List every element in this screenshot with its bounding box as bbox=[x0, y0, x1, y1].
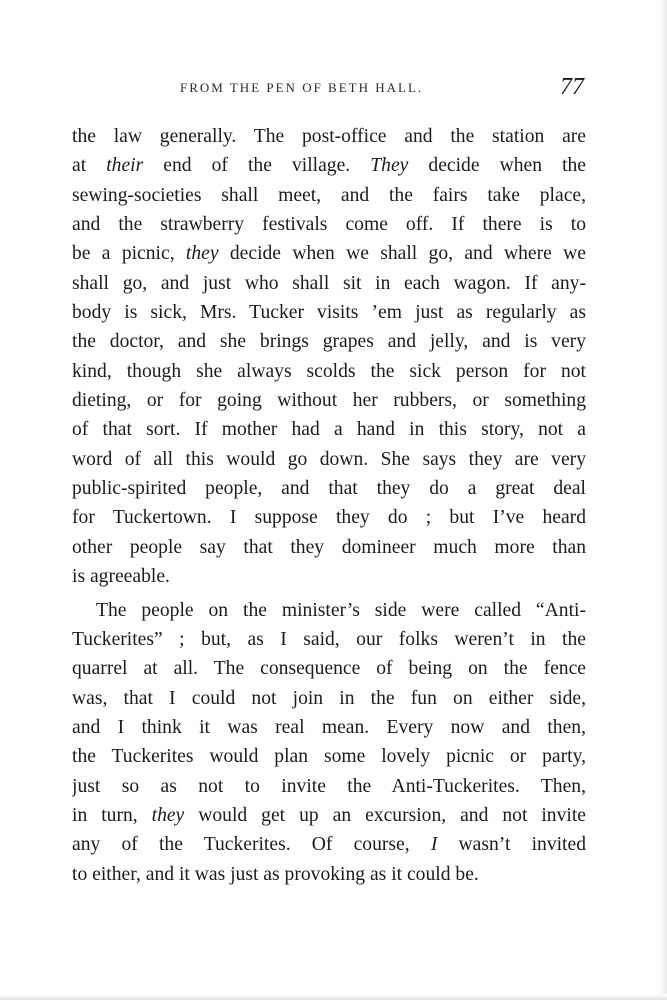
italic-run: They bbox=[370, 155, 409, 177]
text-run: decide when we shall go, and where we bbox=[218, 243, 586, 265]
text-line bbox=[72, 742, 586, 771]
text-run: sewing-societies shall meet, and the fairs take place, bbox=[72, 184, 586, 206]
text-run: in turn, bbox=[72, 804, 152, 826]
text-line bbox=[72, 474, 586, 503]
text-run: shall go, and just who shall sit in each wagon. If any- bbox=[72, 272, 586, 294]
text-line bbox=[72, 298, 586, 327]
text-line bbox=[72, 445, 586, 474]
text-line bbox=[72, 327, 586, 356]
text-run: The people on the minister’s side were called “Anti- bbox=[96, 599, 586, 621]
text-line bbox=[72, 533, 586, 562]
text-run: quarrel at all. The consequence of being on the fence bbox=[72, 658, 586, 680]
text-run: end of the village. bbox=[143, 155, 371, 177]
text-run: decide when the bbox=[408, 155, 586, 177]
text-line bbox=[72, 503, 586, 532]
text-run: and I think it was real mean. Every now and then, bbox=[72, 716, 586, 738]
text-run: body is sick, Mrs. Tucker visits ’em just as regularly as bbox=[72, 302, 586, 324]
text-run: for Tuckertown. I suppose they do ; but I’ve heard bbox=[72, 507, 586, 529]
text-run: kind, though she always scolds the sick person for not bbox=[72, 360, 586, 382]
italic-run: their bbox=[106, 155, 144, 177]
text-line bbox=[72, 562, 586, 591]
text-line bbox=[72, 830, 586, 859]
text-run: public-spirited people, and that they do a great deal bbox=[72, 478, 586, 500]
text-run: the doctor, and she brings grapes and jelly, and is very bbox=[72, 331, 586, 353]
text-run: would get up an excursion, and not invite bbox=[184, 804, 586, 826]
text-line bbox=[72, 210, 586, 239]
text-line bbox=[72, 596, 586, 625]
text-run: any of the Tuckerites. Of course, bbox=[72, 834, 431, 856]
text-run: dieting, or for going without her rubbers, or something bbox=[72, 390, 586, 412]
italic-run: I bbox=[430, 834, 438, 856]
text-line bbox=[72, 122, 586, 151]
text-run: be a picnic, bbox=[72, 243, 186, 265]
text-line bbox=[72, 713, 586, 742]
scan-edge-bottom bbox=[0, 994, 667, 1000]
text-line bbox=[72, 625, 586, 654]
text-run: the Tuckerites would plan some lovely picnic or party, bbox=[72, 746, 586, 768]
paragraph bbox=[72, 592, 586, 889]
italic-run: they bbox=[151, 804, 185, 826]
scan-edge-right bbox=[659, 0, 667, 1000]
text-run: wasn’t invited bbox=[437, 834, 586, 856]
text-run: at bbox=[72, 155, 107, 177]
text-run: other people say that they domineer much more than bbox=[72, 536, 586, 558]
running-head: FROM THE PEN OF BETH HALL. bbox=[180, 80, 424, 95]
text-run: word of all this would go down. She says they are very bbox=[72, 448, 586, 470]
text-line bbox=[72, 357, 586, 386]
text-line bbox=[72, 684, 586, 713]
text-line bbox=[72, 239, 586, 268]
body-text bbox=[72, 122, 586, 889]
text-run: just so as not to invite the Anti-Tuckerites. Then, bbox=[72, 775, 586, 797]
text-line bbox=[72, 181, 586, 210]
text-run: to either, and it was just as provoking as it could be. bbox=[72, 863, 479, 885]
text-line bbox=[72, 654, 586, 683]
text-run: and the strawberry festivals come off. If there is to bbox=[72, 214, 586, 236]
text-run: of that sort. If mother had a hand in this story, not a bbox=[72, 419, 586, 441]
text-line bbox=[72, 151, 586, 180]
text-run: was, that I could not join in the fun on either side, bbox=[72, 687, 586, 709]
page-number: 77 bbox=[560, 74, 584, 100]
text-run: Tuckerites” ; but, as I said, our folks weren’t in the bbox=[72, 628, 586, 650]
text-line bbox=[72, 860, 586, 889]
italic-run: they bbox=[185, 243, 219, 265]
text-line bbox=[72, 386, 586, 415]
paragraph bbox=[72, 122, 586, 592]
text-line bbox=[72, 415, 586, 444]
text-line bbox=[72, 801, 586, 830]
text-line bbox=[72, 772, 586, 801]
text-run: the law generally. The post-office and the station are bbox=[72, 126, 586, 147]
text-run: is agreeable. bbox=[72, 566, 170, 588]
text-line bbox=[72, 269, 586, 298]
